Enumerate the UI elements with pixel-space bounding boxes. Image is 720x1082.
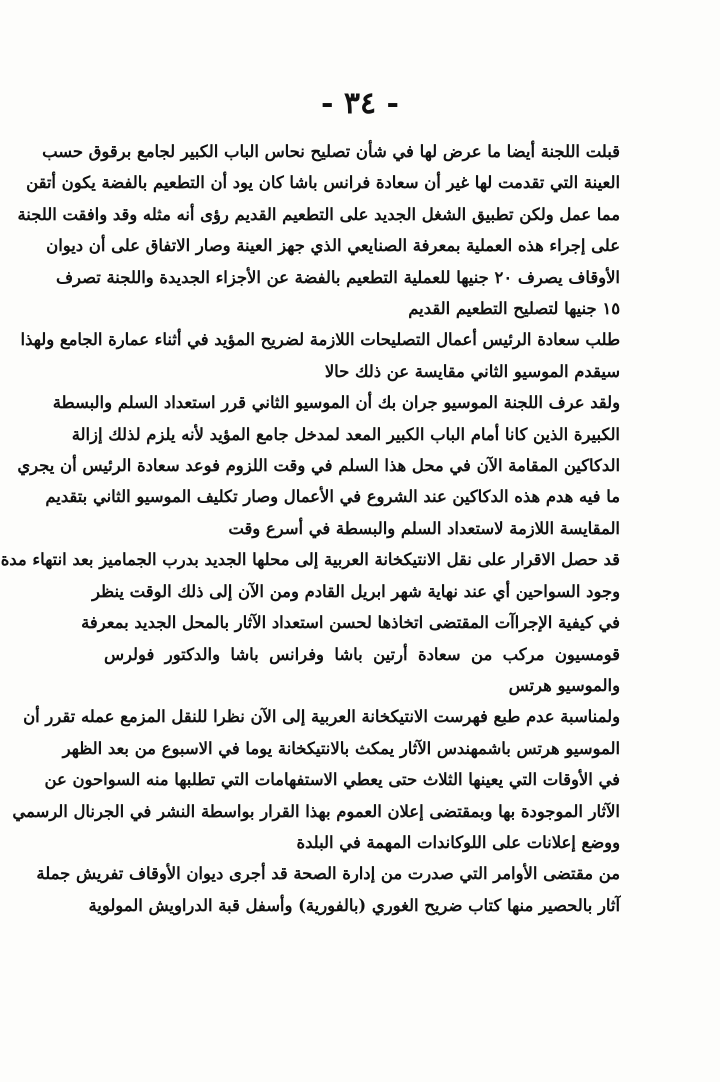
text-line: في كيفية الإجراآت المقتضى اتخاذها لحسن استعداد الآثار بالمحل الجديد بمعرفة <box>81 613 620 633</box>
text-line: الدكاكين المقامة الآن في محل هذا السلم في وقت اللزوم فوعد سعادة الرئيس أن يجري <box>17 456 620 476</box>
text-line: آثار بالحصير منها كتاب ضريح الغوري (بالفورية) وأسفل قبة الدراويش المولوية <box>88 895 620 915</box>
text-line: ما فيه هدم هذه الدكاكين عند الشروع في الأعمال وصار تكليف الموسيو الثاني بتقديم <box>45 487 620 507</box>
text-line: سيقدم الموسيو الثاني مقايسة عن ذلك حالا <box>324 361 620 381</box>
text-line: من مقتضى الأوامر التي صدرت من إدارة الصحة قد أجرى ديوان الأوقاف تفريش جملة <box>36 864 620 884</box>
body-text <box>0 136 620 921</box>
text-line: والموسيو هرتس <box>508 675 620 695</box>
text-line: في الأوقات التي يعينها الثلاث حتى يعطي الاستفهامات التي تطلبها منه السواحون عن <box>44 770 620 790</box>
text-line: قد حصل الاقرار على نقل الانتيكخانة العربية إلى محلها الجديد بدرب الجماميز بعد انتهاء مدة <box>0 550 620 570</box>
text-line: مما عمل ولكن تطبيق الشغل الجديد على التطعيم القديم رؤى أنه مثله وقد وافقت اللجنة <box>17 204 620 224</box>
text-line: طلب سعادة الرئيس أعمال التصليحات اللازمة لضريح المؤيد في أثناء عمارة الجامع ولهذا <box>20 330 620 350</box>
text-line: وجود السواحين أي عند نهاية شهر ابريل القادم ومن الآن إلى ذلك الوقت ينظر <box>91 581 620 601</box>
text-line: المقايسة اللازمة لاستعداد السلم والبسطة في أسرع وقت <box>228 518 620 538</box>
text-line: الأوقاف يصرف ٢٠ جنيها للعملية التطعيم بالفضة عن الأجزاء الجديدة واللجنة تصرف <box>55 267 620 287</box>
text-line: ١٥ جنيها لتصليح التطعيم القديم <box>408 299 620 319</box>
text-line: ولمناسبة عدم طبع فهرست الانتيكخانة العربية إلى الآن نظرا للنقل المزمع عمله تقرر أن <box>23 707 620 727</box>
text-line: قبلت اللجنة أيضا ما عرض لها في شأن تصليح نحاس الباب الكبير لجامع برقوق حسب <box>42 142 620 161</box>
text-line: على إجراء هذه العملية بمعرفة الصنايعي الذي جهز العينة وصار الاتفاق على أن ديوان <box>46 236 620 256</box>
text-line: ولقد عرف اللجنة الموسيو جران بك أن الموسيو الثاني قرر استعداد السلم والبسطة <box>52 393 620 413</box>
text-line: الآثار الموجودة بها وبمقتضى إعلان العموم بهذا القرار بواسطة النشر في الجرنال الرسمي <box>12 801 620 821</box>
text-line: العينة التي تقدمت لها غير أن سعادة فرانس باشا كان يود أن التطعيم بالفضة يكون أتقن <box>26 173 620 193</box>
text-line: قومسيون مركب من سعادة أرتين باشا وفرانس باشا والدكتور فولرس <box>104 644 620 664</box>
text-line: ووضع إعلانات على اللوكاندات المهمة في البلدة <box>296 832 620 852</box>
text-line: الكبيرة الذين كانا أمام الباب الكبير المعد لمدخل جامع المؤيد لأنه يلزم لذلك إزالة <box>71 424 620 444</box>
text-line: الموسيو هرتس باشمهندس الآثار يمكث بالانتيكخانة يوما في الاسبوع من بعد الظهر <box>62 738 620 758</box>
page-number: - ٣٤ - <box>320 86 400 121</box>
